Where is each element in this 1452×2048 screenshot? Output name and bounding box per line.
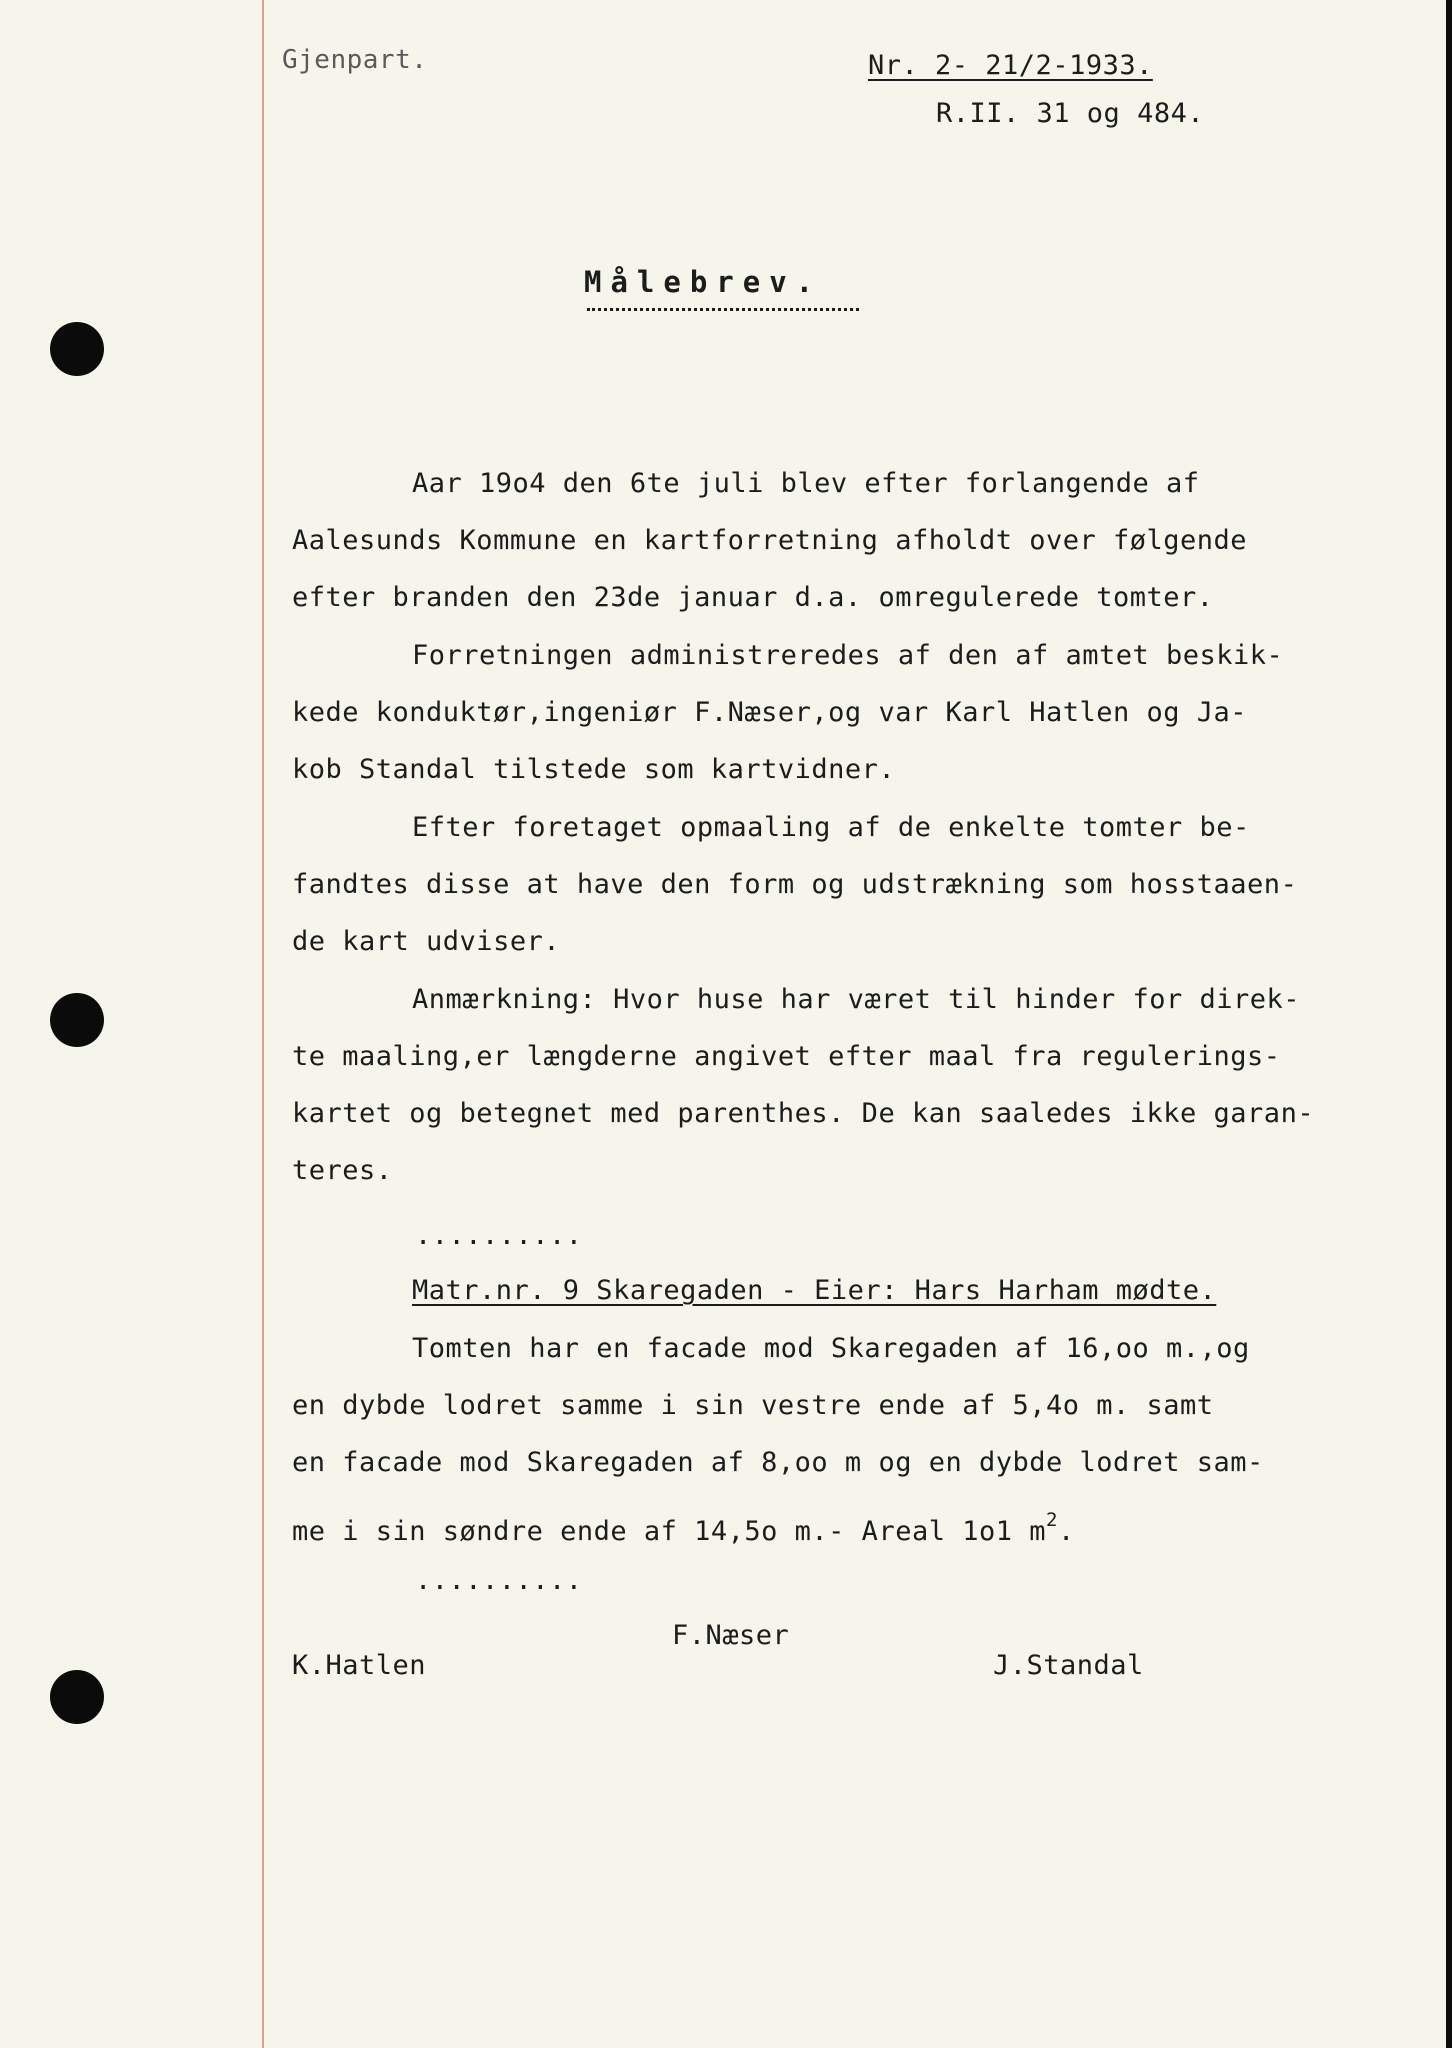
punch-hole xyxy=(50,322,104,376)
signature-right: J.Standal xyxy=(993,1650,1144,1681)
paragraph-line: kob Standal tilstede som kartvidner. xyxy=(292,754,896,785)
property-line: en dybde lodret samme i sin vestre ende af 5,4o m. samt xyxy=(292,1390,1214,1421)
show-through xyxy=(700,125,880,147)
paragraph-line: Aar 19o4 den 6te juli blev efter forlangende af xyxy=(412,468,1200,499)
signature-left: K.Hatlen xyxy=(292,1650,427,1681)
area-exponent: 2 xyxy=(1046,1509,1058,1531)
paragraph-line: te maaling,er længderne angivet efter maal fra regulerings- xyxy=(292,1041,1281,1072)
paragraph-line: efter branden den 23de januar d.a. omregulerede tomter. xyxy=(292,582,1214,613)
paragraph-line: fandtes disse at have den form og udstrækning som hosstaaen- xyxy=(292,869,1298,900)
title-underline xyxy=(587,308,859,311)
property-line: en facade mod Skaregaden af 8,oo m og en dybde lodret sam- xyxy=(292,1447,1264,1478)
punch-hole xyxy=(50,993,104,1047)
paragraph-line: Forretningen administreredes af den af amtet beskik- xyxy=(412,640,1284,671)
dotted-separator: .......... xyxy=(415,1565,583,1596)
document-title: Målebrev. xyxy=(584,265,823,299)
property-heading: Matr.nr. 9 Skaregaden - Eier: Hars Harham mødte. xyxy=(412,1275,1217,1306)
paragraph-line: Efter foretaget opmaaling af de enkelte tomter be- xyxy=(412,812,1250,843)
property-line: Tomten har en facade mod Skaregaden af 16,oo m.,og xyxy=(412,1333,1250,1364)
area-end: . xyxy=(1057,1516,1075,1547)
punch-hole xyxy=(50,1670,104,1724)
property-area-line xyxy=(292,1504,1075,1548)
property-line: me i sin søndre ende af 14,5o m.- Areal 1o1 m xyxy=(292,1516,1046,1547)
paragraph-line: kede konduktør,ingeniør F.Næser,og var Karl Hatlen og Ja- xyxy=(292,697,1248,728)
reference-number: R.II. 31 og 484. xyxy=(936,98,1205,129)
paragraph-line: teres. xyxy=(292,1155,393,1186)
document-number: Nr. 2- 21/2-1933. xyxy=(868,50,1153,81)
paragraph-line: de kart udviser. xyxy=(292,926,561,957)
paragraph-line: Aalesunds Kommune en kartforretning afholdt over følgende xyxy=(292,525,1248,556)
copy-label: Gjenpart. xyxy=(282,45,428,75)
paragraph-line: kartet og betegnet med parenthes. De kan saaledes ikke garan- xyxy=(292,1098,1315,1129)
signature-center: F.Næser xyxy=(672,1620,790,1651)
paragraph-line: Anmærkning: Hvor huse har været til hinder for direk- xyxy=(412,984,1301,1015)
dotted-separator: .......... xyxy=(415,1220,583,1251)
margin-line xyxy=(262,0,264,2048)
